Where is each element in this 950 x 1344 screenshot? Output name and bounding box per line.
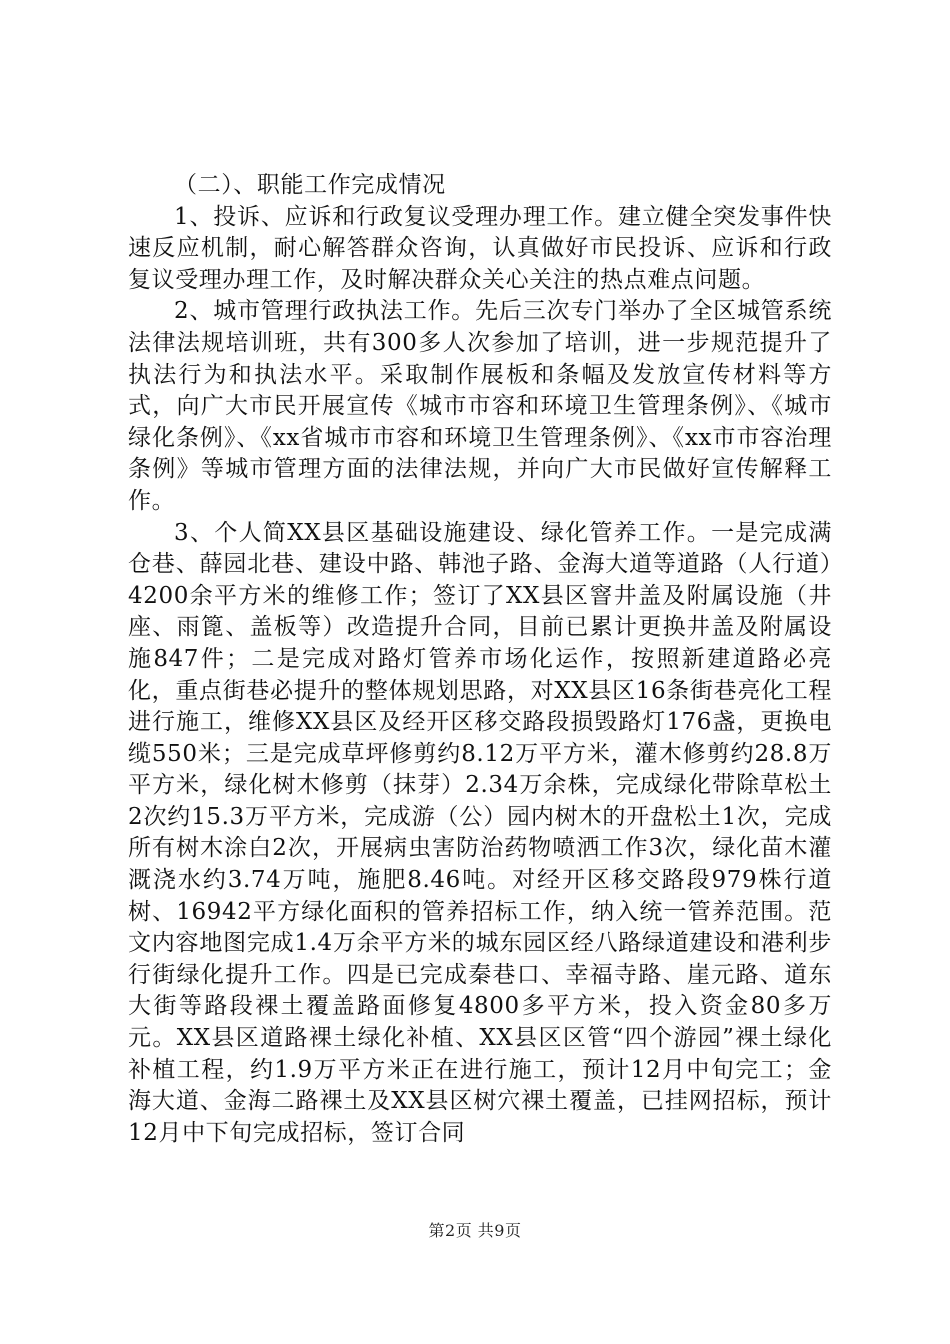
paragraph-complaints: 1、投诉、应诉和行政复议受理办理工作。建立健全突发事件快速反应机制，耐心解答群众咨询，认真做好市民投诉、应诉和行政复议受理办理工作，及时解决群众关心关注的热点难点问题。: [128, 203, 832, 293]
paragraph-infrastructure: 3、个人简XX县区基础设施建设、绿化管养工作。一是完成满仓巷、薛园北巷、建设中路、韩池子路、金海大道等道路（人行道）4200余平方米的维修工作；签订了XX县区窨井盖及附属设施（井座、雨篦、盖板等）改造提升合同，目前已累计更换井盖及附属设施847件；二是完成对路灯管养市场化运作，按照新建道路必亮化，重点街巷必提升的整体规划思路，对XX县区16条街巷亮化工程进行施工，维修XX县区及经开区移交路段损毁路灯176盏，更换电缆550米；三是完成草坪修剪约8.12万平方米，灌木修剪约28.8万平方米，绿化树木修剪（抹芽）2.34万余株，完成绿化带除草松土2次约15.3万平方米，完成游（公）园内树木的开盘松土1次，完成所有树木涂白2次，开展病虫害防治药物喷洒工作3次，绿化苗木灌溉浇水约3.74万吨，施肥8.46吨。对经开区移交路段979株行道树、16942平方绿化面积的管养招标工作，纳入统一管养范围。范文内容地图完成1.4万余平方米的城东园区经八路绿道建设和港利步行街绿化提升工作。四是已完成秦巷口、幸福寺路、崖元路、道东大街等路段裸土覆盖路面修复4800多平方米，投入资金80多万元。XX县区道路裸土绿化补植、XX县区区管“四个游园”裸土绿化补植工程，约1.9万平方米正在进行施工，预计12月中旬完工；金海大道、金海二路裸土及XX县区树穴裸土覆盖，已挂网招标，预计12月中下旬完成招标，签订合同: [128, 519, 832, 1146]
section-heading: （二）、职能工作完成情况: [174, 172, 446, 198]
document-body: [128, 170, 832, 1149]
paragraph-law-enforcement: 2、城市管理行政执法工作。先后三次专门举办了全区城管系统法律法规培训班，共有300多人次参加了培训，进一步规范提升了执法行为和执法水平。采取制作展板和条幅及发放宣传材料等方式，向广大市民开展宣传《城市市容和环境卫生管理条例》、《城市绿化条例》、《xx省城市市容和环境卫生管理条例》、《xx市市容治理条例》等城市管理方面的法律法规，并向广大市民做好宣传解释工作。: [128, 298, 832, 514]
page-number-footer: 第2页 共9页: [428, 1221, 522, 1240]
